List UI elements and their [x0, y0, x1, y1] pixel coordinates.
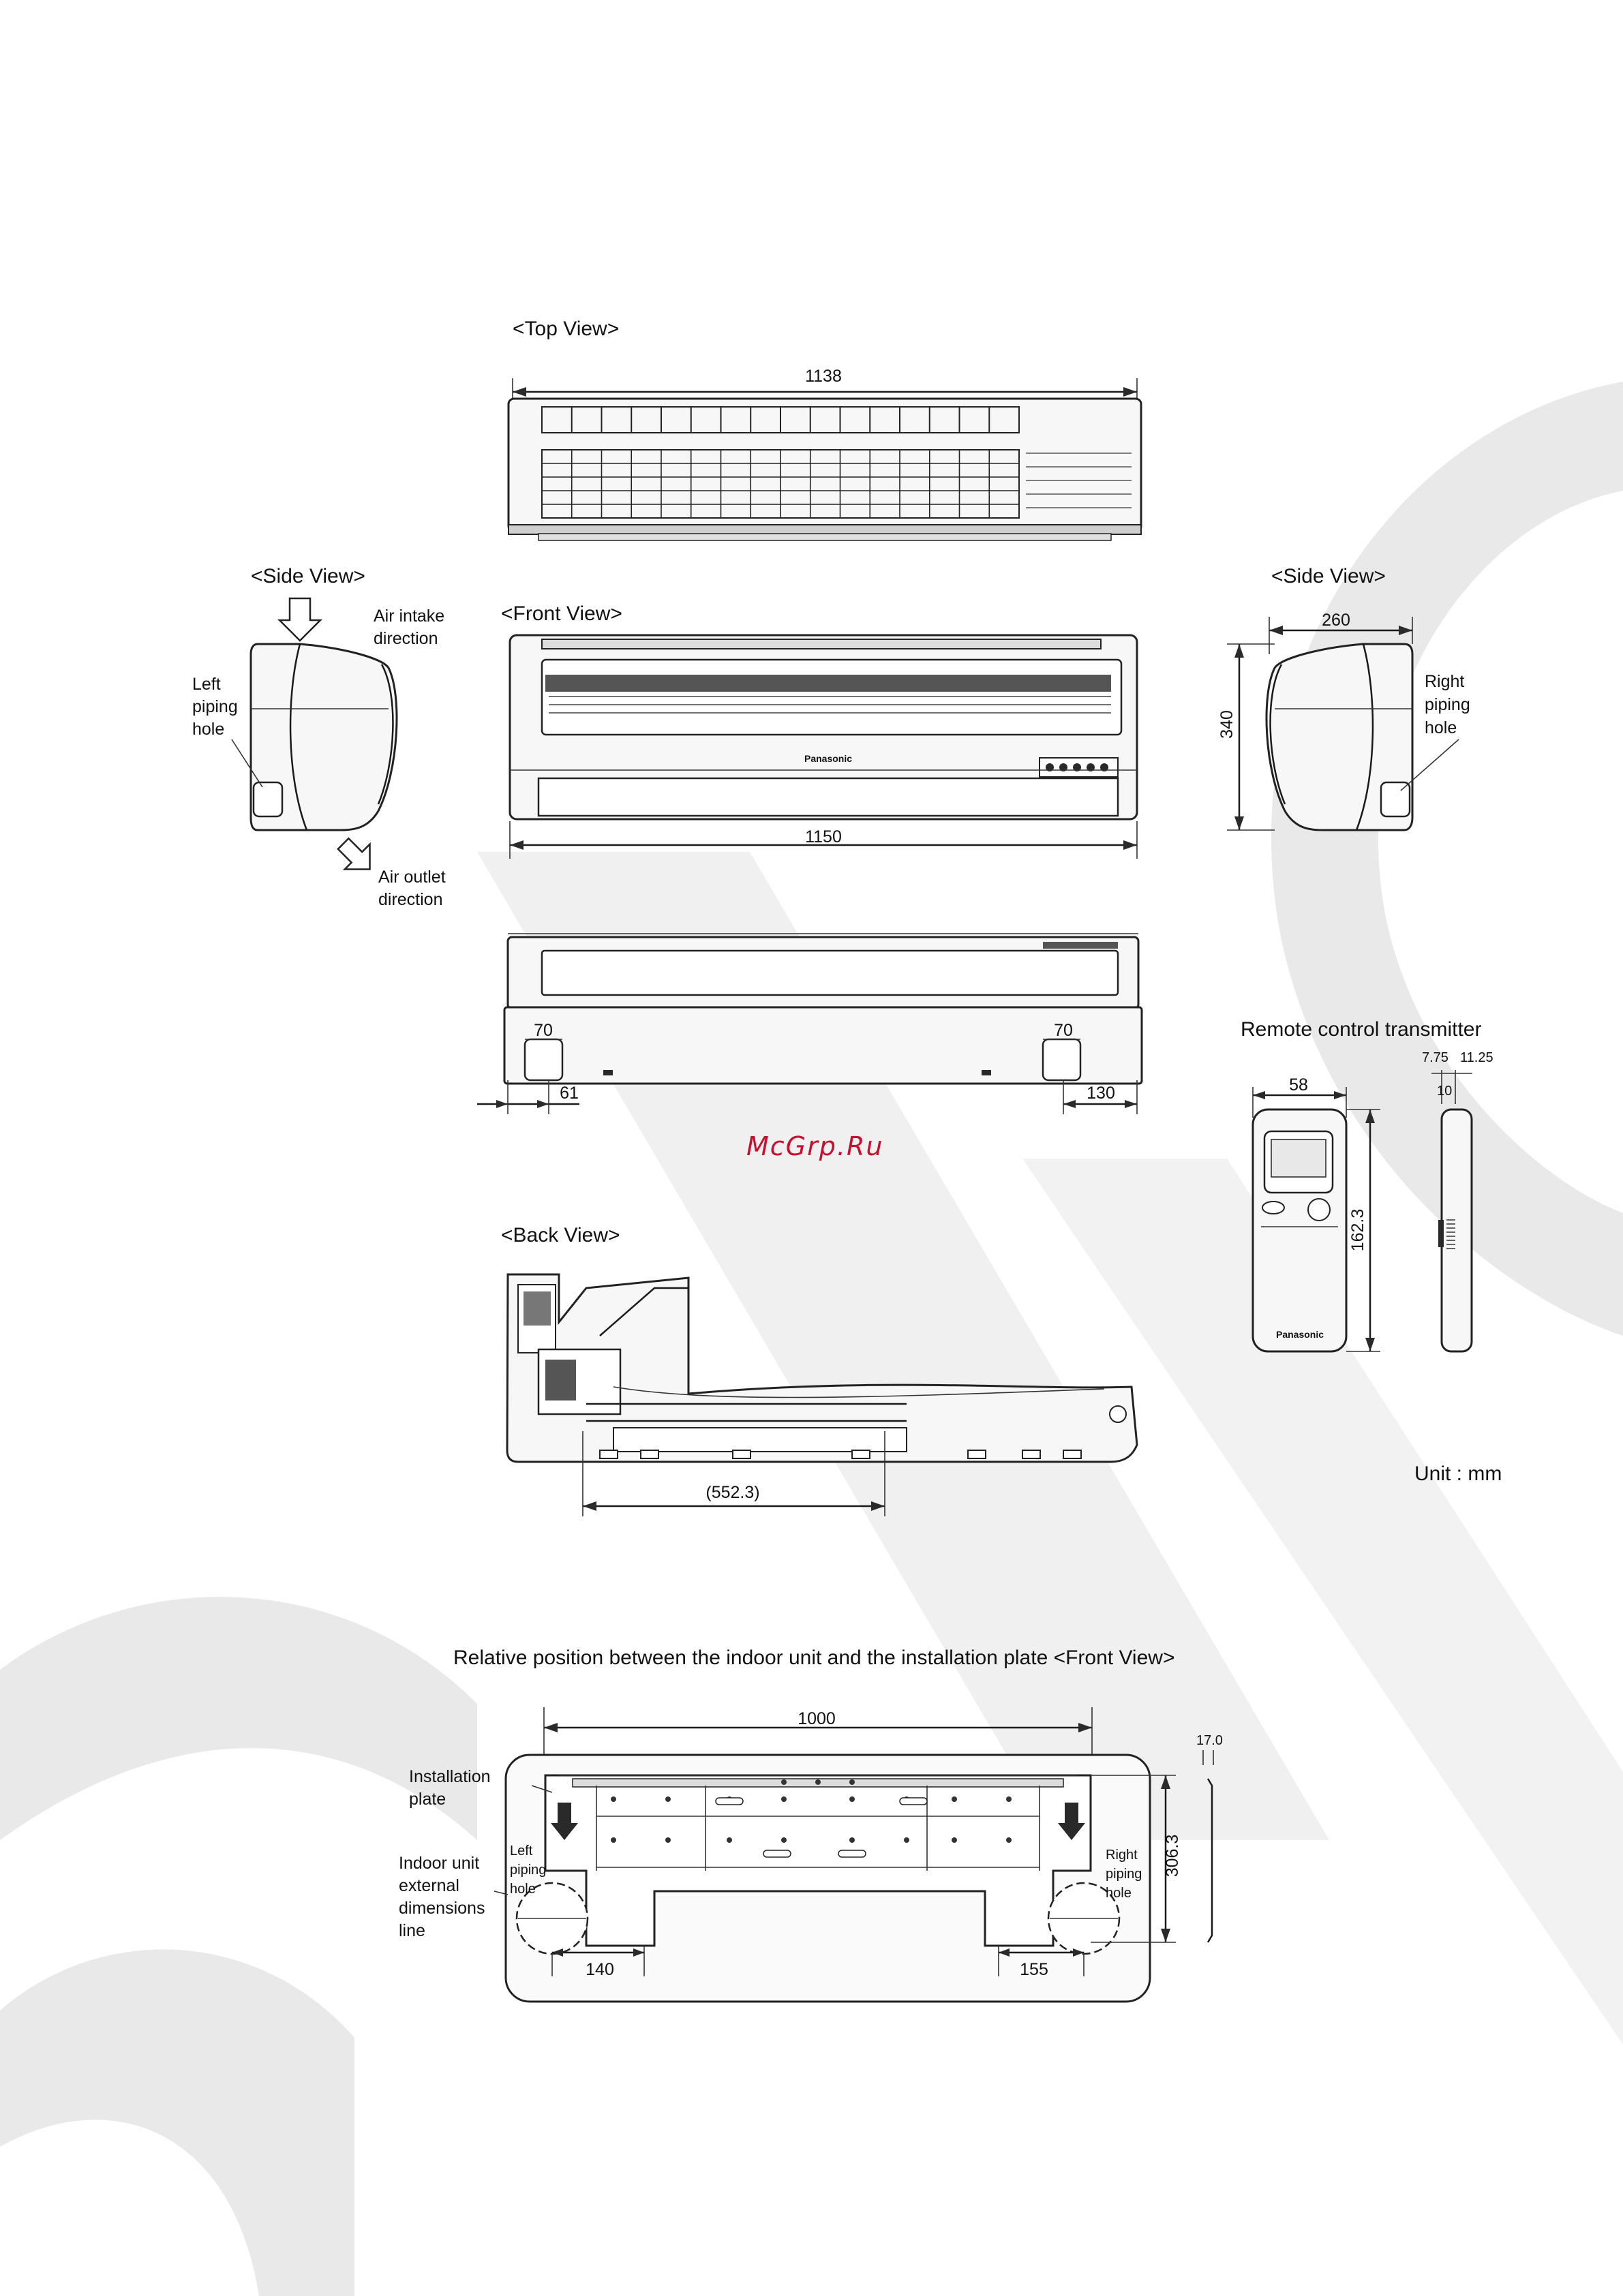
top-unit-body [509, 399, 1141, 532]
air-outlet-line1: Air outlet [378, 868, 446, 887]
remote-width-dim: 58 [1289, 1075, 1308, 1095]
right-piping-hole [1381, 782, 1410, 816]
plate-left-piping-3: hole [510, 1882, 536, 1897]
unit-label: Unit : mm [1414, 1463, 1502, 1485]
installation-plate-label-2: plate [409, 1790, 446, 1809]
bottom-left-hole [525, 1039, 562, 1080]
installation-depth-dim: 17.0 [1196, 1733, 1223, 1748]
indicator-lamps [1040, 758, 1118, 777]
indoor-unit-label-2: external [399, 1876, 459, 1895]
installation-dim-140: 140 [586, 1960, 614, 1979]
front-view-title: <Front View> [501, 602, 622, 625]
bottom-dim-70-right: 70 [1054, 1021, 1073, 1040]
side-height-dim: 340 [1217, 710, 1237, 739]
watermark-text: McGrp.Ru [746, 1131, 884, 1161]
front-view-width: 1150 [805, 827, 842, 846]
side-view-left-title: <Side View> [251, 565, 365, 587]
front-view [501, 602, 1137, 859]
installation-plate-label-1: Installation [409, 1767, 491, 1786]
air-intake-arrow-icon [279, 598, 320, 641]
side-depth-dim: 260 [1322, 611, 1350, 630]
right-piping-line3: hole [1425, 718, 1457, 737]
installation-height-dim: 306.3 [1163, 1834, 1182, 1878]
right-piping-line2: piping [1425, 695, 1470, 714]
left-piping-line3: hole [192, 720, 225, 739]
left-piping-line2: piping [192, 697, 238, 716]
back-view-title: <Back View> [501, 1224, 620, 1246]
front-brand-logo: Panasonic [804, 753, 853, 764]
remote-brand-logo: Panasonic [1275, 1329, 1324, 1340]
remote-title: Remote control transmitter [1241, 1018, 1482, 1041]
indoor-unit-label-1: Indoor unit [399, 1854, 480, 1873]
top-view-width: 1138 [805, 367, 842, 386]
left-piping-hole [254, 782, 282, 816]
remote-button-icon [1262, 1201, 1284, 1214]
indoor-unit-label-3: dimensions [399, 1899, 485, 1918]
air-intake-line1: Air intake [374, 607, 445, 626]
remote-dim-7-75: 7.75 [1422, 1050, 1448, 1065]
bottom-dim-61: 61 [560, 1084, 579, 1103]
air-outlet-line2: direction [378, 890, 443, 909]
installation-width-dim: 1000 [798, 1709, 836, 1728]
bottom-dim-70-left: 70 [534, 1021, 553, 1040]
left-piping-line1: Left [192, 675, 221, 694]
bottom-right-hole [1043, 1039, 1080, 1080]
installation-dim-155: 155 [1020, 1960, 1048, 1979]
remote-dim-10: 10 [1437, 1084, 1453, 1099]
remote-dial-icon [1308, 1199, 1330, 1221]
side-view-right-title: <Side View> [1271, 565, 1386, 587]
installation-title: Relative position between the indoor unit and the installation plate <Front View> [453, 1647, 1175, 1669]
remote-dim-11-25: 11.25 [1460, 1050, 1493, 1065]
plate-right-piping-1: Right [1106, 1848, 1138, 1863]
remote-height-dim: 162.3 [1348, 1208, 1367, 1252]
plate-left-piping-2: piping [510, 1863, 547, 1878]
indoor-unit-label-4: line [399, 1921, 425, 1940]
plate-right-piping-3: hole [1106, 1886, 1132, 1901]
remote-side-body [1442, 1109, 1472, 1351]
plate-right-piping-2: piping [1106, 1867, 1142, 1882]
side-view-left [192, 565, 446, 909]
back-view-dim: (552.3) [706, 1483, 760, 1502]
right-piping-line1: Right [1425, 672, 1465, 691]
top-view-title: <Top View> [513, 318, 620, 340]
top-view [509, 318, 1141, 540]
bottom-dim-130: 130 [1087, 1084, 1115, 1103]
air-outlet-arrow-icon [331, 831, 382, 882]
air-intake-line2: direction [374, 629, 438, 648]
plate-left-piping-1: Left [510, 1843, 533, 1858]
